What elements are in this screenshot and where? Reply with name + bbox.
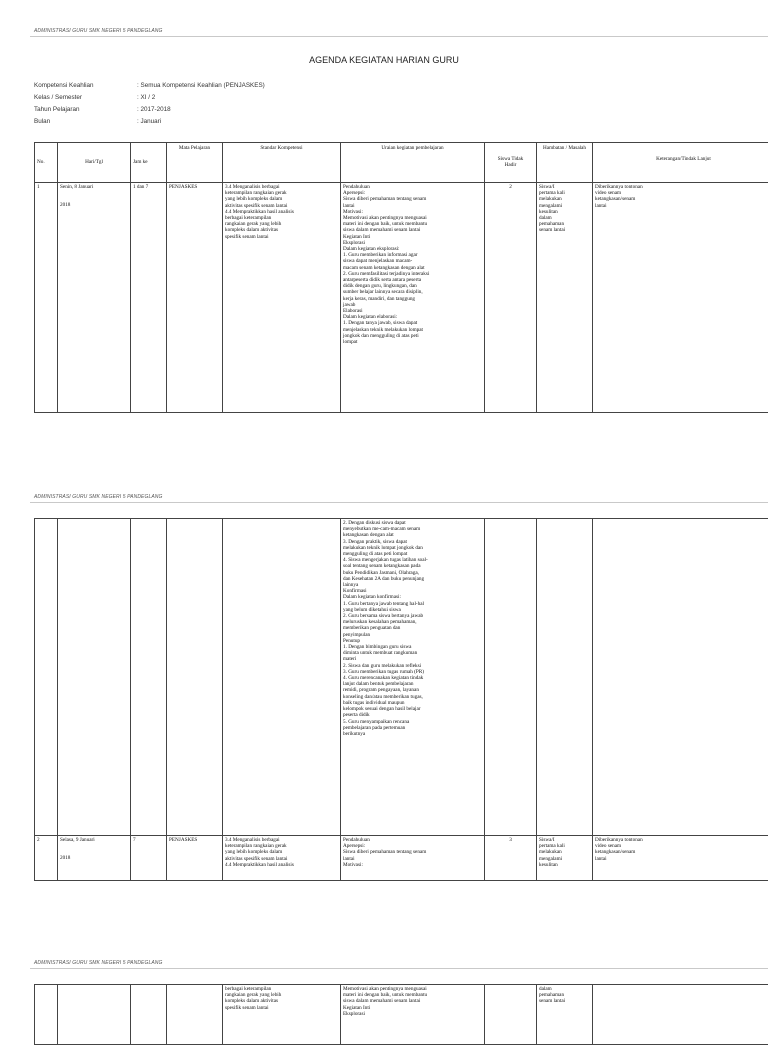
cell-hambatan bbox=[537, 519, 593, 836]
page-title: AGENDA KEGIATAN HARIAN GURU bbox=[0, 55, 768, 65]
header-ket: Keterangan/Tindak Lanjut bbox=[593, 143, 768, 183]
header-no: No. bbox=[35, 143, 58, 183]
agenda-table-page1 bbox=[34, 142, 768, 413]
table-header-row bbox=[35, 143, 768, 183]
cell-hari-date: Selasa, 9 Januari bbox=[60, 837, 128, 843]
header-mapel: Mata Pelajaran bbox=[167, 143, 223, 183]
header-jam: Jam ke bbox=[131, 143, 167, 183]
running-header: ADMINISTRASI GURU SMK NEGERI 5 PANDEGLANG bbox=[34, 494, 162, 500]
meta-block bbox=[34, 82, 265, 130]
cell-hari bbox=[58, 985, 131, 1045]
cell-no: 2 bbox=[35, 836, 58, 881]
meta-label: Kelas / Semester bbox=[34, 94, 137, 106]
meta-value: : XI / 2 bbox=[137, 94, 155, 106]
cell-hari-year: 2018 bbox=[60, 202, 128, 208]
cell-no bbox=[35, 519, 58, 836]
meta-row-bulan bbox=[34, 118, 265, 130]
cell-keterangan bbox=[593, 519, 768, 836]
cell-uraian: Pendahuluan Apersepsi: Siswa diberi pemahaman tentang senam lantai Motivasi: Memotivasi akan pentingnya menguasai materi ini dengan baik, untuk membantu siswa dalam memahami senam lantai Kegiatan Inti Eksplorasi Dalam kegiatan eksplorasi: 1. Guru memberikan informasi agar siswa dapat menjelaskan macam- macam senam ketangkasan dengan alat 2. Guru memfasilitasi terjadinya interaksi antarpeserta didik serta antara peserta didik dengan guru, lingkungan, dan sumber belajar lainnya secara disiplin, kerja keras, mandiri, dan tanggung jawab Elaborasi Dalam kegiatan elaborasi: 1. Dengan tanya jawab, siswa dapat menjelaskan teknik melakukan lompat jongkok dan mengguling di atas peti lompat bbox=[341, 183, 485, 413]
meta-row-kelas bbox=[34, 94, 265, 106]
table-row bbox=[35, 183, 768, 413]
cell-standar-kompetensi: berbagai keterampilan rangkaian gerak yang lebih kompleks dalam aktivitas spesifik senam lantai bbox=[223, 985, 341, 1045]
cell-keterangan: Diberikannya tontonan video senam ketangkasan/senam lantai bbox=[593, 836, 768, 881]
header-hambatan: Hambatan / Masalah bbox=[537, 143, 593, 183]
meta-value: : Januari bbox=[137, 118, 161, 130]
agenda-table-page3 bbox=[34, 984, 768, 1045]
cell-standar-kompetensi: 3.4 Menganalisis berbagai keterampilan rangkaian gerak yang lebih kompleks dalam aktivitas spesifik senam lantai 4.4 Mempraktikkan hasil analisis bbox=[223, 836, 341, 881]
header-rule bbox=[30, 36, 768, 37]
cell-jam: 7 bbox=[131, 836, 167, 881]
cell-hambatan: Siswa/I pertama kali melakukan mengalami kesulitan bbox=[537, 836, 593, 881]
running-header: ADMINISTRASI GURU SMK NEGERI 5 PANDEGLANG bbox=[34, 28, 162, 34]
cell-uraian: Memotivasi akan pentingnya menguasai materi ini dengan baik, untuk membantu siswa dalam memahami senam lantai Kegiatan Inti Eksplorasi bbox=[341, 985, 485, 1045]
cell-mapel: PENJASKES bbox=[167, 183, 223, 413]
meta-label: Bulan bbox=[34, 118, 137, 130]
header-uraian: Uraian kegiatan pembelajaran bbox=[341, 143, 485, 183]
meta-value: : Semua Kompetensi Keahlian (PENJASKES) bbox=[137, 82, 265, 94]
header-sk: Standar Kompetensi bbox=[223, 143, 341, 183]
cell-keterangan: Diberikannya tontonan video senam ketangkasan/senam lantai bbox=[593, 183, 768, 413]
running-header: ADMINISTRASI GURU SMK NEGERI 5 PANDEGLANG bbox=[34, 960, 162, 966]
table-row-continued bbox=[35, 519, 768, 836]
cell-uraian: 2. Dengan diskusi siswa dapat menyebutkan me-cam-macam senam ketangkasan dengan alat 3. Dengan praktik, siswa dapat melakukan teknik lompat jongkok dan mengguling di atas peti lompat 4. Siswa mengerjakan tugas latihan soal- soal tentang senam ketangkasan pada buku Pendidikan Jasmani, Olahraga, dan Kesehatan 2A dan buku penunjang lainnya Konfirmasi Dalam kegiatan konfirmasi: 1. Guru bertanya jawab tentang hal-hal yang belum diketahui siswa 2. Guru bersama siswa bertanya jawab meluruskan kesalahan pemahaman, memberikan penguatan dan penyimpulan Penutup 1. Dengan bimbingan guru siswa diminta untuk membuat rangkuman materi 2. Siswa dan guru melakukan refleksi 3. Guru memberikan tugas rumah (PR) 4. Guru merencanakan kegiatan tindak lanjut dalam bentuk pembelajaran remidi, program pengayaan, layanan konseling dan/atau memberikan tugas, baik tugas individual maupun kelompok sesuai dengan hasil belajar peserta didik 5. Guru menyampaikan rencana pembelajaran pada pertemuan berikutnya bbox=[341, 519, 485, 836]
header-siswa: Siswa Tidak Hadir bbox=[485, 143, 537, 183]
cell-no: 1 bbox=[35, 183, 58, 413]
cell-jam bbox=[131, 519, 167, 836]
cell-siswa bbox=[485, 519, 537, 836]
meta-row-tahun bbox=[34, 106, 265, 118]
cell-uraian: Pendahuluan Apersepsi: Siswa diberi pemahaman tentang senam lantai Motivasi: bbox=[341, 836, 485, 881]
table-row bbox=[35, 836, 768, 881]
cell-hari bbox=[58, 183, 131, 413]
meta-label: Kompetensi Keahlian bbox=[34, 82, 137, 94]
cell-standar-kompetensi bbox=[223, 519, 341, 836]
header-rule bbox=[30, 502, 768, 503]
cell-hari-year: 2018 bbox=[60, 855, 128, 861]
meta-value: : 2017-2018 bbox=[137, 106, 171, 118]
cell-mapel: PENJASKES bbox=[167, 836, 223, 881]
cell-hari bbox=[58, 519, 131, 836]
cell-keterangan bbox=[593, 985, 768, 1045]
cell-standar-kompetensi: 3.4 Menganalisis berbagai keterampilan rangkaian gerak yang lebih kompleks dalam aktivitas spesifik senam lantai 4.4 Mempraktikkan hasil analisis berbagai keterampilan rangkaian gerak yang lebih kompleks dalam aktivitas spesifik senam lantai bbox=[223, 183, 341, 413]
header-rule bbox=[30, 968, 768, 969]
cell-siswa bbox=[485, 985, 537, 1045]
meta-label: Tahun Pelajaran bbox=[34, 106, 137, 118]
agenda-table-page2 bbox=[34, 518, 768, 881]
cell-hari bbox=[58, 836, 131, 881]
cell-hambatan: dalam pemahaman senam lantai bbox=[537, 985, 593, 1045]
cell-siswa: 3 bbox=[485, 836, 537, 881]
cell-no bbox=[35, 985, 58, 1045]
cell-mapel bbox=[167, 519, 223, 836]
table-row-continued bbox=[35, 985, 768, 1045]
meta-row-kompetensi bbox=[34, 82, 265, 94]
cell-jam: 1 dan 7 bbox=[131, 183, 167, 413]
cell-hambatan: Siswa/I pertama kali melakukan mengalami kesulitan dalam pemahaman senam lantai bbox=[537, 183, 593, 413]
cell-jam bbox=[131, 985, 167, 1045]
cell-mapel bbox=[167, 985, 223, 1045]
header-hari: Hari/Tgl bbox=[58, 143, 131, 183]
cell-hari-date: Senin, 8 Januari bbox=[60, 184, 128, 190]
cell-siswa: 2 bbox=[485, 183, 537, 413]
